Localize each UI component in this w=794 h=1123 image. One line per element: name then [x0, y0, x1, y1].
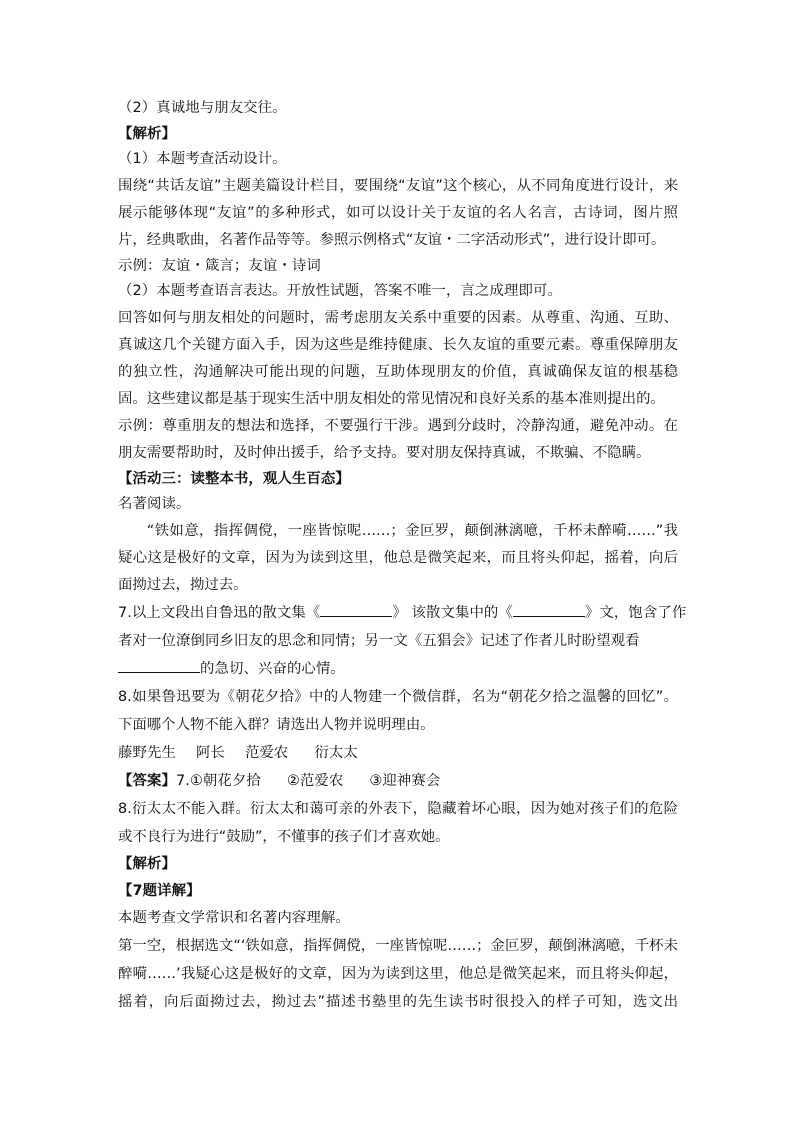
analysis-heading-2: 【解析】 [118, 855, 176, 872]
paragraph-friendship-advice: 回答如何与朋友相处的问题时，需考虑朋友关系中重要的因素。从尊重、沟通、互助、真诚这几个关键方面入手，因为这些是维持健康、长久友谊的重要元素。尊重保障朋友的独立性，沟通解决可能出现的问题，互助体现朋友的价值，真诚确保友谊的根基稳固。这些建议都是基于现实生活中朋友相处的常见情况和良好关系的基本准则提出的。 [118, 309, 678, 407]
question-7-part-e: 的急切、兴奋的心情。 [200, 660, 345, 677]
question-7-part-c: 》文，饱含了作 [584, 604, 687, 621]
document-page [118, 96, 687, 1016]
answer-line [118, 767, 678, 795]
answer-1: 7.①朝花夕拾 [175, 772, 261, 789]
answer-3: ③迎神赛会 [369, 772, 441, 789]
answer-line-2: （2）真诚地与朋友交往。 [118, 100, 287, 116]
option-3: 范爱农 [244, 744, 289, 761]
analysis-point-1: （1）本题考查活动设计。 [118, 151, 287, 167]
analysis-heading: 【解析】 [118, 125, 176, 142]
question-7-detail-intro: 本题考查文学常识和名著内容理解。 [118, 909, 350, 926]
answer-label: 【答案】 [118, 772, 176, 789]
blank-2 [513, 602, 585, 617]
analysis-point-2: （2）本题考查语言表达。开放性试题，答案不唯一，言之成理即可。 [118, 283, 562, 299]
option-1: 藤野先生 [118, 744, 176, 761]
question-7-line-2: 者对一位潦倒同乡旧友的思念和同情；另一文《五猖会》记述了作者儿时盼望观看 [118, 632, 640, 649]
question-7-part-a: 7.以上文段出自鲁迅的散文集《 [118, 604, 321, 621]
blank-3 [118, 658, 200, 673]
activity-three-heading: 【活动三：读整本书，观人生百态】 [118, 470, 350, 487]
paragraph-example-2: 示例：尊重朋友的想法和选择，不要强行干涉。遇到分歧时，冷静沟通，避免冲动。在朋友需要帮助时，及时伸出援手，给予支持。要对朋友保持真诚，不欺骗、不隐瞒。 [118, 417, 678, 461]
question-7-line-1 [118, 599, 687, 627]
answer-8: 8.衍太太不能入群。衍太太和蔼可亲的外表下，隐藏着坏心眼，因为她对孩子们的危险或不良行为进行“鼓励”，不懂事的孩子们才喜欢她。 [118, 800, 678, 845]
answer-2: ②范爱农 [286, 772, 344, 789]
reading-label: 名著阅读。 [118, 496, 191, 512]
question-7-detail-paragraph: 第一空，根据选文“‘铁如意，指挥倜傥，一座皆惊呢……；金叵罗，颠倒淋漓噫，千杯未醉嗬……’我疑心这是极好的文章，因为为读到这里，他总是微笑起来，而且将头仰起，摇着，向后面拗过去，拗过去”描述书塾里的先生读书时很投入的样子可知，选文出 [118, 937, 678, 1010]
blank-1 [320, 602, 392, 617]
paragraph-activity-design: 围绕“共话友谊”主题美篇设计栏目，要围绕“友谊”这个核心，从不同角度进行设计，来展示能够体现“友谊”的多种形式，如可以设计关于友谊的名人名言，古诗词，图片照片，经典歌曲，名著作品等等。参照示例格式“友谊・二字活动形式”，进行设计即可。 [118, 177, 678, 248]
quoted-passage: “铁如意，指挥倜傥，一座皆惊呢……；金叵罗，颠倒淋漓噫，千杯未醉嗬……”我疑心这是极好的文章，因为为读到这里，他总是微笑起来，而且将头仰起，摇着，向后面拗过去，拗过去。 [118, 522, 678, 593]
option-2: 阿长 [195, 744, 225, 761]
option-4: 衍太太 [314, 744, 358, 761]
question-7-line-3 [118, 655, 678, 683]
question-7-detail-heading: 【7题详解】 [118, 882, 201, 899]
question-8: 8.如果鲁迅要为《朝花夕拾》中的人物建一个微信群，名为“朝花夕拾之温馨的回忆”。下面哪个人物不能入群？请选出人物并说明理由。 [118, 688, 678, 733]
options-line [118, 739, 678, 767]
example-line-1: 示例：友谊・箴言；友谊・诗词 [118, 257, 321, 274]
question-7-part-b: 》 该散文集中的《 [392, 604, 513, 621]
